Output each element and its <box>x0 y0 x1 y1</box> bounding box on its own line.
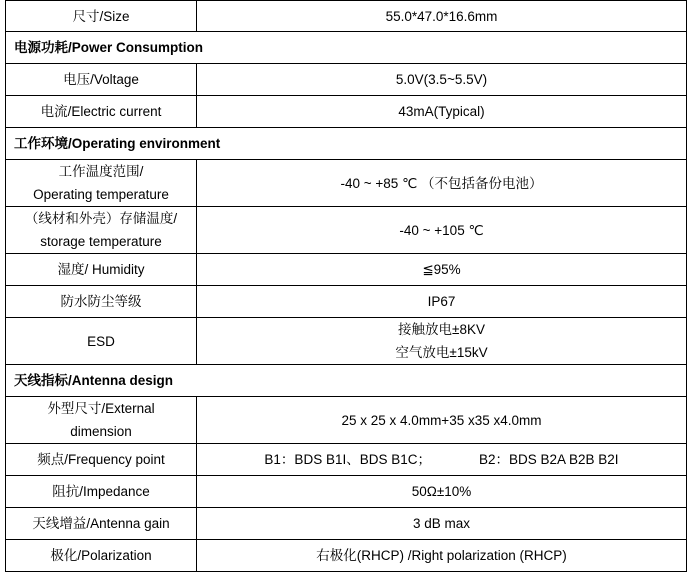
spec-label <box>6 64 197 96</box>
spec-value <box>197 444 687 476</box>
spec-table <box>5 0 687 572</box>
spec-row <box>6 160 687 207</box>
text-line: 天线增益/Antenna gain <box>32 516 170 531</box>
section-header-row <box>6 32 687 64</box>
spec-label <box>6 476 197 508</box>
spec-label <box>6 397 197 444</box>
spec-label <box>6 96 197 128</box>
text-line: 阻抗/Impedance <box>52 484 150 499</box>
text-line: 尺寸/Size <box>72 8 130 24</box>
spec-value <box>197 397 687 444</box>
spec-value <box>197 318 687 365</box>
spec-row <box>6 540 687 572</box>
spec-label <box>6 207 197 254</box>
spec-row <box>6 1 687 32</box>
spec-value <box>197 508 687 540</box>
spec-label <box>6 508 197 540</box>
text-line: 工作温度范围/ <box>58 164 144 179</box>
text-line: 极化/Polarization <box>50 548 152 563</box>
text-line: IP67 <box>427 294 456 309</box>
text-line: 5.0V(3.5~5.5V) <box>395 72 488 87</box>
spec-row <box>6 508 687 540</box>
spec-value <box>197 207 687 254</box>
text-line: 外型尺寸/External <box>47 401 155 416</box>
text-line: 频点/Frequency point <box>37 452 165 467</box>
text-line: Operating temperature <box>33 187 169 202</box>
spec-row <box>6 254 687 286</box>
spec-row <box>6 397 687 444</box>
frequency-values <box>264 448 618 471</box>
text-line: B1：BDS B1I、BDS B1C； <box>264 452 431 467</box>
spec-label <box>6 254 197 286</box>
spec-value <box>197 96 687 128</box>
section-title: 工作环境/Operating environment <box>6 128 687 160</box>
text-line: 防水防尘等级 <box>60 294 142 309</box>
spec-label <box>6 160 197 207</box>
text-line: B2：BDS B2A B2B B2I <box>478 452 619 467</box>
spec-label <box>6 318 197 365</box>
spec-label <box>6 1 197 32</box>
text-line: 湿度/ Humidity <box>57 262 145 277</box>
text-line: 3 dB max <box>412 516 471 531</box>
spec-table-body <box>6 1 687 572</box>
text-line: 空气放电±15kV <box>395 345 488 360</box>
spec-value <box>197 64 687 96</box>
text-line: （线材和外壳）存储温度/ <box>24 211 178 226</box>
spec-label <box>6 286 197 318</box>
text-line: 接触放电±8KV <box>398 322 485 337</box>
spec-value <box>197 1 687 32</box>
spec-row <box>6 96 687 128</box>
spec-value <box>197 254 687 286</box>
text-line: 右极化(RHCP) /Right polarization (RHCP) <box>316 548 567 563</box>
spec-row <box>6 207 687 254</box>
spec-value <box>197 476 687 508</box>
spec-label <box>6 444 197 476</box>
section-header-row <box>6 128 687 160</box>
text-line: storage temperature <box>40 234 162 249</box>
text-line: ESD <box>87 333 115 349</box>
spec-row <box>6 476 687 508</box>
text-line: -40 ~ +105 ℃ <box>399 222 484 238</box>
spec-row <box>6 64 687 96</box>
text-line: dimension <box>70 424 132 439</box>
section-header-row <box>6 365 687 397</box>
spec-value <box>197 160 687 207</box>
spec-row <box>6 318 687 365</box>
text-line: 电流/Electric current <box>40 104 162 119</box>
spec-row <box>6 444 687 476</box>
text-line: 50Ω±10% <box>411 484 472 499</box>
spec-label <box>6 540 197 572</box>
text-line: 电压/Voltage <box>63 72 139 87</box>
text-line: 25 x 25 x 4.0mm+35 x35 x4.0mm <box>341 412 542 428</box>
spec-value <box>197 540 687 572</box>
spec-value <box>197 286 687 318</box>
spec-row <box>6 286 687 318</box>
text-line: -40 ~ +85 ℃ （不包括备份电池） <box>340 175 543 191</box>
text-line: 55.0*47.0*16.6mm <box>385 8 498 24</box>
text-line: ≦95% <box>422 262 461 277</box>
section-title: 电源功耗/Power Consumption <box>6 32 687 64</box>
text-line: 43mA(Typical) <box>398 104 485 119</box>
section-title: 天线指标/Antenna design <box>6 365 687 397</box>
